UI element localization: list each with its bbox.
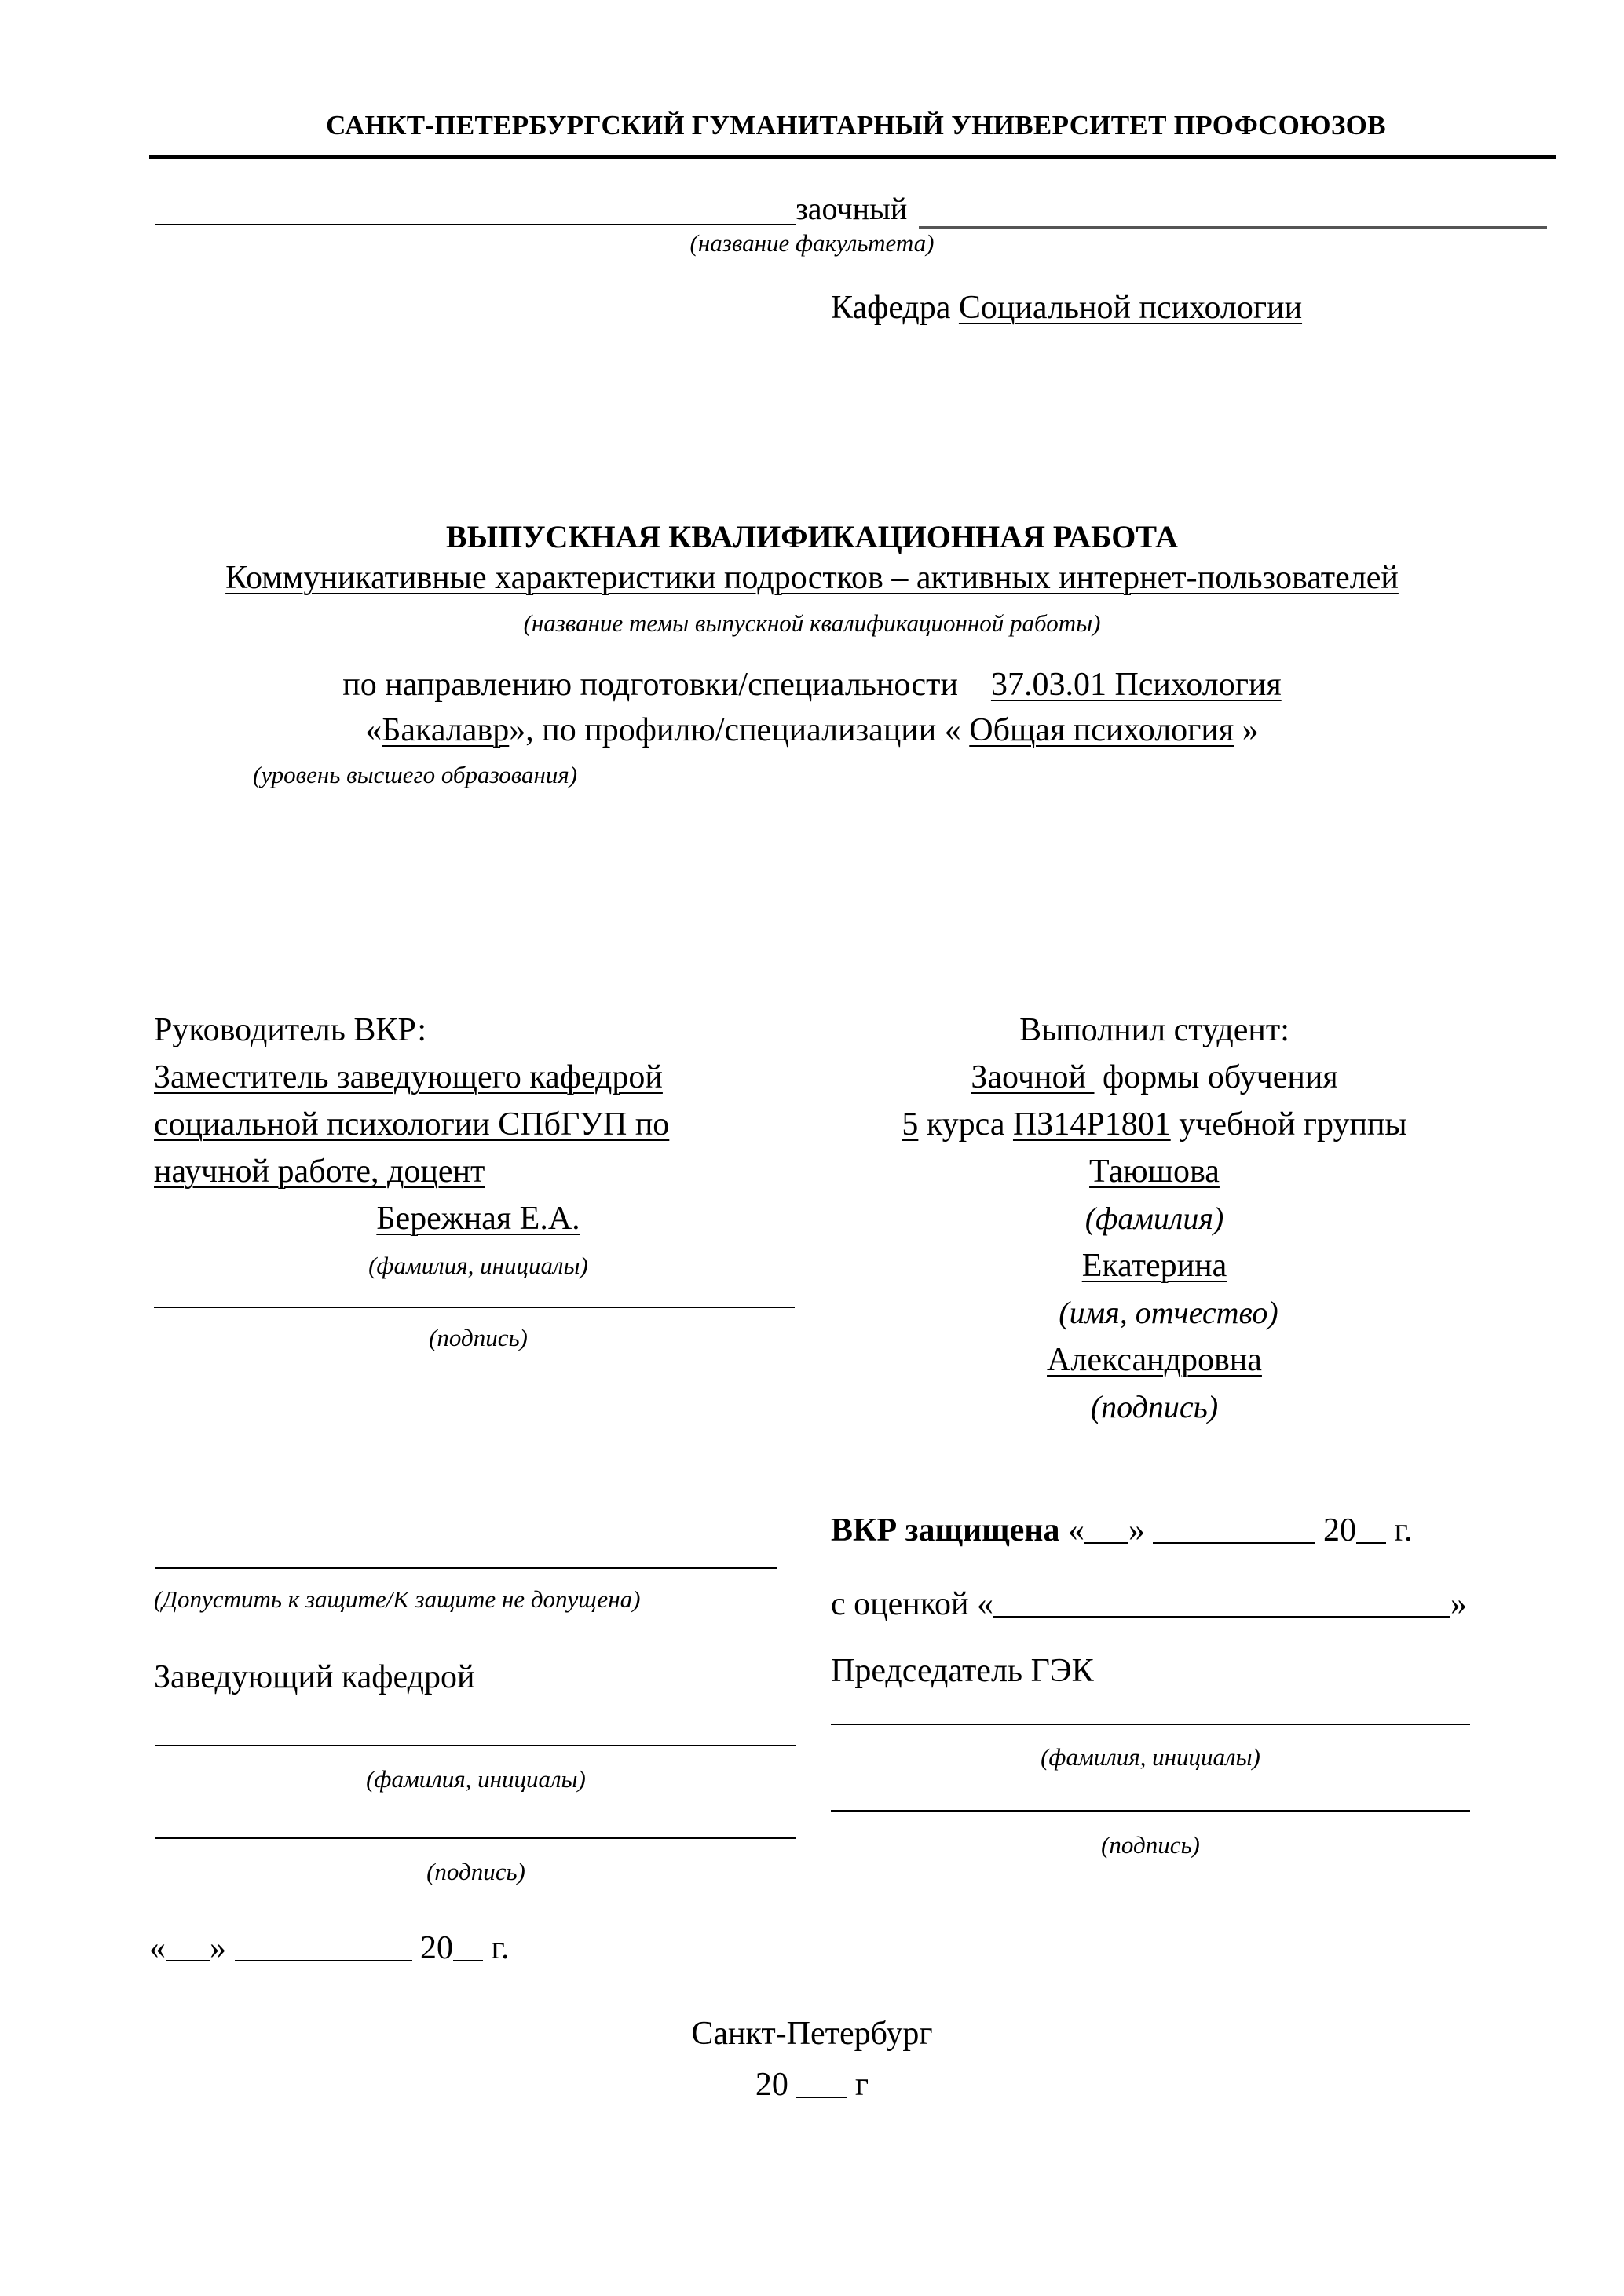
student-first-name: Екатерина: [1081, 1248, 1227, 1284]
student-name-caption: (имя, отчество): [1059, 1295, 1278, 1330]
student-label: Выполнил студент:: [1019, 1012, 1289, 1048]
department-prefix: Кафедра: [831, 290, 951, 326]
work-title: ВЫПУСКНАЯ КВАЛИФИКАЦИОННАЯ РАБОТА: [446, 519, 1178, 554]
supervisor-name-wrap: [154, 1195, 803, 1242]
profile-close: »: [1234, 712, 1259, 748]
study-form-value: Заочной: [971, 1059, 1095, 1095]
education-level: Бакалавр: [382, 712, 510, 748]
student-patronymic: Александровна: [1047, 1342, 1262, 1378]
department: [831, 289, 1302, 327]
department-head-label: Заведующий кафедрой: [154, 1659, 475, 1695]
work-topic-caption: (название темы выпускной квалификационной работы): [523, 609, 1101, 637]
admission-month-blank[interactable]: [235, 1927, 412, 1961]
header-rule: [149, 155, 1556, 159]
student-surname-caption: (фамилия): [1084, 1201, 1224, 1236]
work-topic-wrap: [0, 559, 1624, 597]
student-study-form: Заочной формы обучения: [971, 1059, 1338, 1095]
supervisor-position-line-3: научной работе, доцент: [154, 1153, 485, 1190]
admission-date: « » 20 г.: [149, 1924, 510, 1967]
education-level-caption: (уровень высшего образования): [253, 761, 578, 788]
admission-day-blank[interactable]: [166, 1927, 210, 1961]
profile-open-quote: «: [365, 712, 382, 748]
footer-year-blank[interactable]: [796, 2064, 847, 2098]
profile-middle: », по профилю/специализации «: [509, 712, 970, 748]
student-block: [848, 1007, 1461, 1431]
supervisor-name: Бережная Е.А.: [376, 1201, 580, 1237]
supervisor-signature-line[interactable]: [154, 1307, 795, 1308]
defense-month-blank[interactable]: [1153, 1509, 1315, 1544]
supervisor-name-caption: (фамилия, инициалы): [368, 1252, 588, 1279]
admission-decision-line[interactable]: [155, 1567, 777, 1569]
student-signature-caption: (подпись): [1090, 1389, 1219, 1424]
footer-year: 20 г: [0, 2060, 1624, 2104]
defense-grade: с оценкой « »: [831, 1580, 1467, 1623]
commission-chair-label: Председатель ГЭК: [831, 1653, 1094, 1689]
department-head-name-line[interactable]: [155, 1745, 796, 1746]
commission-chair-name-line[interactable]: [831, 1724, 1470, 1725]
university-name: САНКТ-ПЕТЕРБУРГСКИЙ ГУМАНИТАРНЫЙ УНИВЕРСИТЕТ ПРОФСОЮЗОВ: [326, 110, 1386, 141]
admission-caption: (Допустить к защите/К защите не допущена): [154, 1585, 641, 1613]
department-head-signature-caption: (подпись): [426, 1858, 525, 1885]
supervisor-position-line-2: социальной психологии СПбГУП по: [154, 1106, 670, 1143]
supervisor-signature-caption: (подпись): [429, 1324, 528, 1351]
supervisor-block: [154, 1007, 803, 1352]
profile-line: [0, 711, 1624, 749]
direction-value: 37.03.01 Психология: [990, 667, 1282, 703]
commission-chair-signature-line[interactable]: [831, 1810, 1470, 1812]
defense-date: ВКР защищена « » 20 г.: [831, 1506, 1412, 1549]
defense-label: ВКР защищена: [831, 1512, 1060, 1548]
faculty-caption: (название факультета): [689, 229, 935, 257]
supervisor-label: Руководитель ВКР:: [154, 1012, 427, 1048]
department-head-name-caption: (фамилия, инициалы): [366, 1765, 586, 1793]
faculty-underline-left: [155, 224, 796, 225]
department-head-signature-line[interactable]: [155, 1837, 796, 1839]
direction-line: [0, 666, 1624, 704]
course-value: 5: [902, 1106, 919, 1143]
defense-day-blank[interactable]: [1084, 1509, 1128, 1544]
student-course-group: 5 курса ПЗ14Р1801 учебной группы: [902, 1106, 1407, 1143]
admission-year-blank[interactable]: [453, 1927, 483, 1961]
defense-year-blank[interactable]: [1356, 1509, 1386, 1544]
direction-prefix: по направлению подготовки/специальности: [342, 667, 958, 703]
faculty-value: заочный: [796, 191, 908, 226]
group-value: ПЗ14Р1801: [1012, 1106, 1171, 1143]
department-value: Социальной психологии: [958, 290, 1303, 326]
work-topic: Коммуникативные характеристики подростков – активных интернет-пользователей: [225, 560, 1399, 596]
city: Санкт-Петербург: [691, 2016, 933, 2052]
profile-value: Общая психология: [969, 712, 1234, 748]
commission-chair-signature-caption: (подпись): [1101, 1831, 1200, 1859]
commission-chair-name-caption: (фамилия, инициалы): [1041, 1743, 1260, 1771]
grade-blank[interactable]: [993, 1583, 1450, 1618]
supervisor-position-line-1: Заместитель заведующего кафедрой: [154, 1059, 663, 1095]
student-surname: Таюшова: [1089, 1153, 1220, 1190]
